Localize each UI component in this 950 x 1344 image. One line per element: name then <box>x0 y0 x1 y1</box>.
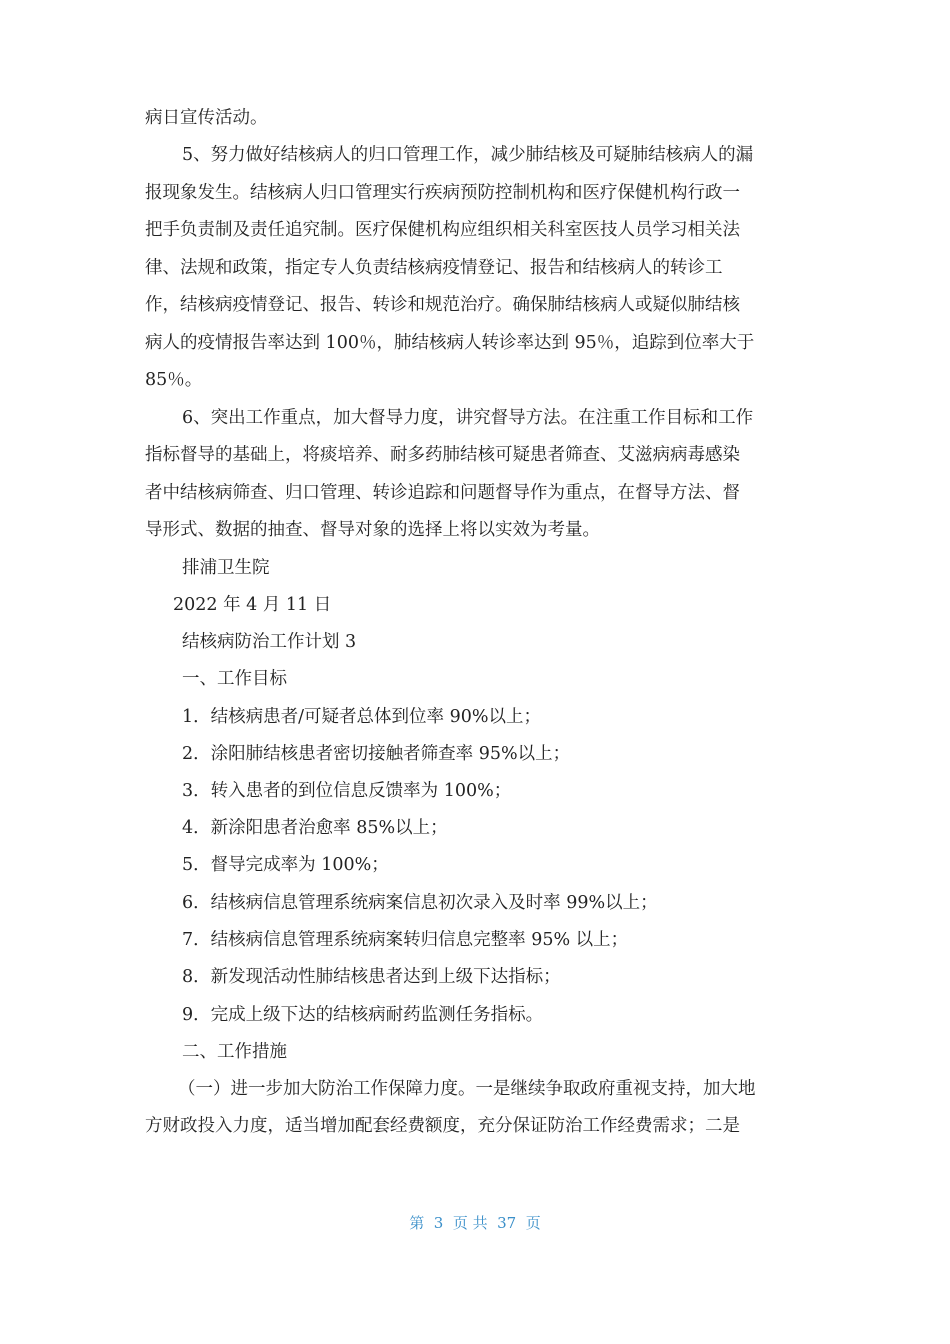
text-line: 指标督导的基础上，将痰培养、耐多药肺结核可疑患者筛查、艾滋病病毒感染 <box>145 445 740 465</box>
list-item: 2．涂阳肺结核患者密切接触者筛查率 95%以上； <box>182 744 571 764</box>
section-heading: 一、工作目标 <box>182 669 287 689</box>
signature-date: 2022 年 4 月 11 日 <box>173 595 332 615</box>
list-item: 6．结核病信息管理系统病案信息初次录入及时率 99%以上； <box>182 893 658 913</box>
text-line: 病人的疫情报告率达到 100％，肺结核病人转诊率达到 95％，追踪到位率大于 <box>145 333 755 353</box>
page-number: 第 3 页 共 37 页 <box>409 1214 541 1232</box>
section-title: 结核病防治工作计划 3 <box>182 632 357 652</box>
signature-org: 排浦卫生院 <box>182 558 270 578</box>
list-item: 9．完成上级下达的结核病耐药监测任务指标。 <box>182 1005 544 1025</box>
text-line: （一）进一步加大防治工作保障力度。一是继续争取政府重视支持，加大地 <box>178 1079 756 1099</box>
text-line: 5、努力做好结核病人的归口管理工作，减少肺结核及可疑肺结核病人的漏 <box>182 145 754 165</box>
text-line: 导形式、数据的抽查、督导对象的选择上将以实效为考量。 <box>145 520 600 540</box>
text-line: 85％。 <box>145 370 203 390</box>
list-item: 1．结核病患者/可疑者总体到位率 90%以上； <box>182 707 541 727</box>
list-item: 7．结核病信息管理系统病案转归信息完整率 95% 以上； <box>182 930 629 950</box>
text-line: 方财政投入力度，适当增加配套经费额度，充分保证防治工作经费需求；二是 <box>145 1116 740 1136</box>
list-item: 4．新涂阳患者治愈率 85%以上； <box>182 818 448 838</box>
text-line: 病日宣传活动。 <box>145 108 268 128</box>
section-heading: 二、工作措施 <box>182 1042 287 1062</box>
text-line: 者中结核病筛查、归口管理、转诊追踪和问题督导作为重点，在督导方法、督 <box>145 483 740 503</box>
list-item: 8．新发现活动性肺结核患者达到上级下达指标； <box>182 967 561 987</box>
text-line: 报现象发生。结核病人归口管理实行疾病预防控制机构和医疗保健机构行政一 <box>145 183 740 203</box>
list-item: 5．督导完成率为 100%； <box>182 855 389 875</box>
text-line: 作，结核病疫情登记、报告、转诊和规范治疗。确保肺结核病人或疑似肺结核 <box>145 295 740 315</box>
text-line: 律、法规和政策，指定专人负责结核病疫情登记、报告和结核病人的转诊工 <box>145 258 723 278</box>
text-line: 把手负责制及责任追究制。医疗保健机构应组织相关科室医技人员学习相关法 <box>145 220 740 240</box>
text-line: 6、突出工作重点，加大督导力度，讲究督导方法。在注重工作目标和工作 <box>182 408 754 428</box>
list-item: 3．转入患者的到位信息反馈率为 100%； <box>182 781 512 801</box>
